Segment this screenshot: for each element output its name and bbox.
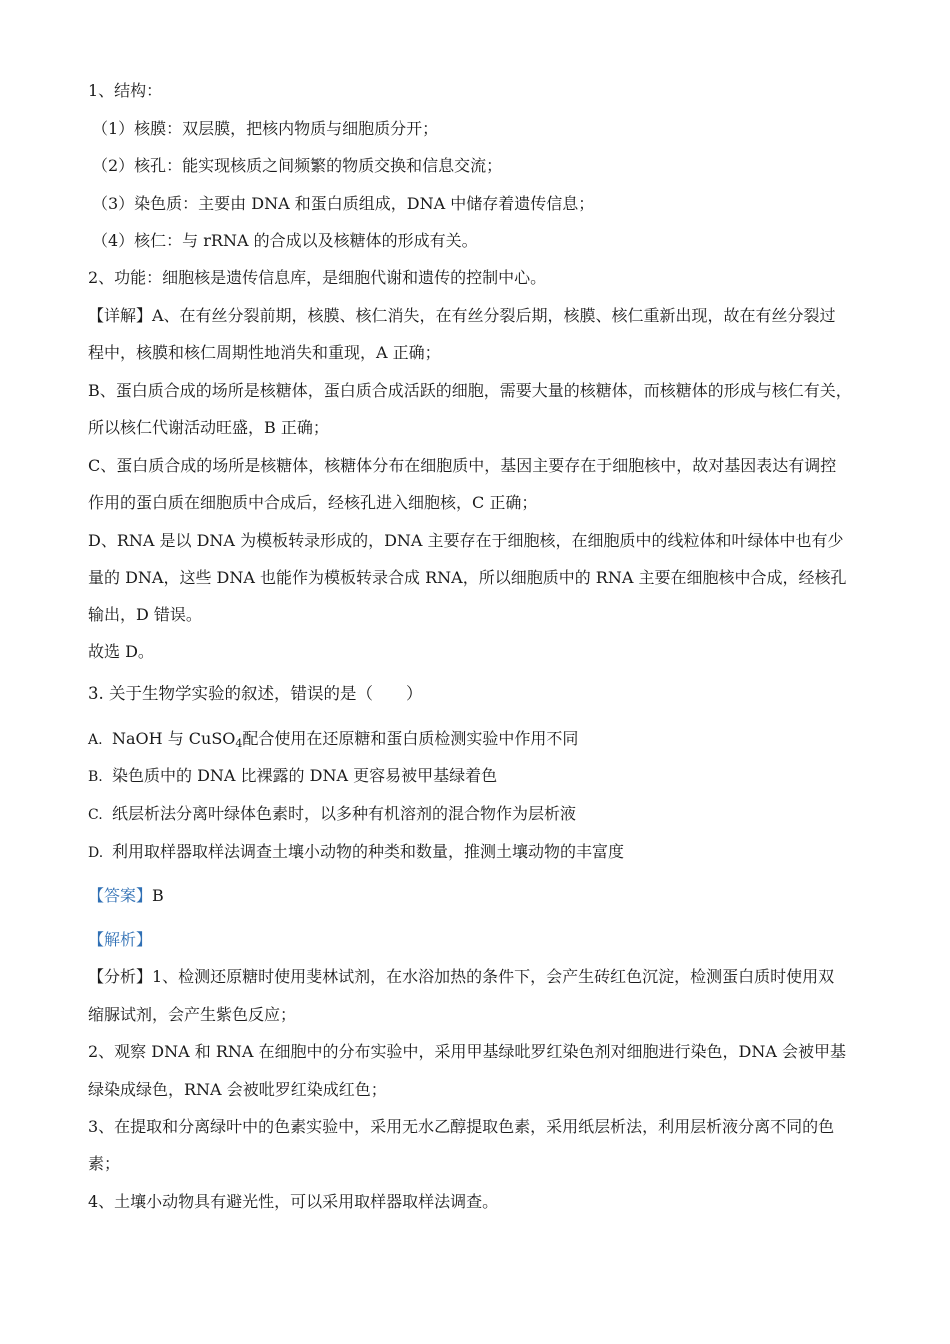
structure-heading: 1、结构： [88,81,163,100]
option-letter: D. [88,845,104,861]
analysis-line: 4、土壤小动物具有避光性，可以采用取样器取样法调查。 [88,1192,499,1211]
structure-item: （4）核仁：与 rRNA 的合成以及核糖体的形成有关。 [92,231,478,250]
detail-line: B、蛋白质合成的场所是核糖体，蛋白质合成活跃的细胞，需要大量的核糖体，而核糖体的形成与核仁有关， [88,381,852,400]
analysis-line: 2、观察 DNA 和 RNA 在细胞中的分布实验中，采用甲基绿吡罗红染色剂对细胞进行染色，DNA 会被甲基 [88,1042,846,1061]
answer-line [88,885,878,907]
option-text: 染色质中的 DNA 比裸露的 DNA 更容易被甲基绿着色 [112,766,498,785]
detail-line: 作用的蛋白质在细胞质中合成后，经核孔进入细胞核，C 正确； [88,493,538,512]
analysis-line: 缩脲试剂，会产生紫色反应； [88,1005,297,1024]
detail-line: 所以核仁代谢活动旺盛，B 正确； [88,418,329,437]
question-stem: 3. 关于生物学实验的叙述，错误的是（ ） [88,684,423,703]
analysis-line: 绿染成绿色，RNA 会被吡罗红染成红色； [88,1080,387,1099]
function-line: 2、功能：细胞核是遗传信息库，是细胞代谢和遗传的控制中心。 [88,268,547,287]
option-a [88,728,878,752]
detail-line: 输出，D 错误。 [88,605,202,624]
answer-label: 【答案】 [88,886,153,905]
option-text: 纸层析法分离叶绿体色素时，以多种有机溶剂的混合物作为层析液 [112,804,577,823]
detail-line: 程中，核膜和核仁周期性地消失和重现，A 正确； [88,343,441,362]
detail-line: 【详解】A、在有丝分裂前期，核膜、核仁消失，在有丝分裂后期，核膜、核仁重新出现，故在有丝分裂过 [88,306,836,325]
detail-line: D、RNA 是以 DNA 为模板转录形成的，DNA 主要存在于细胞核，在细胞质中的线粒体和叶绿体中也有少 [88,531,844,550]
analysis-line: 3、在提取和分离绿叶中的色素实验中，采用无水乙醇提取色素，采用纸层析法，利用层析液分离不同的色 [88,1117,835,1136]
option-d [88,841,878,864]
structure-item: （2）核孔：能实现核质之间频繁的物质交换和信息交流； [92,156,503,175]
analysis-line: 素； [88,1154,121,1173]
option-c [88,803,878,826]
option-text: 利用取样器取样法调查土壤小动物的种类和数量，推测土壤动物的丰富度 [112,842,625,861]
answer-value: B [152,886,164,905]
detail-conclusion: 故选 D。 [88,642,154,661]
option-b [88,765,878,788]
detail-line: C、蛋白质合成的场所是核糖体，核糖体分布在细胞质中，基因主要存在于细胞核中，故对基因表达有调控 [88,456,837,475]
detail-line: 量的 DNA，这些 DNA 也能作为模板转录合成 RNA，所以细胞质中的 RNA 主要在细胞核中合成，经核孔 [88,568,847,587]
option-letter: A. [88,732,103,748]
option-letter: B. [88,769,103,785]
analysis-line: 【分析】1、检测还原糖时使用斐林试剂，在水浴加热的条件下，会产生砖红色沉淀，检测蛋白质时使用双 [88,967,835,986]
structure-item: （3）染色质：主要由 DNA 和蛋白质组成，DNA 中储存着遗传信息； [92,194,595,213]
option-letter: C. [88,807,103,823]
option-text: NaOH 与 CuSO$_4$配合使用在还原糖和蛋白质检测实验中作用不同 [112,729,579,750]
structure-item: （1）核膜：双层膜，把核内物质与细胞质分开； [92,119,439,138]
analysis-label: 【解析】 [88,930,153,949]
